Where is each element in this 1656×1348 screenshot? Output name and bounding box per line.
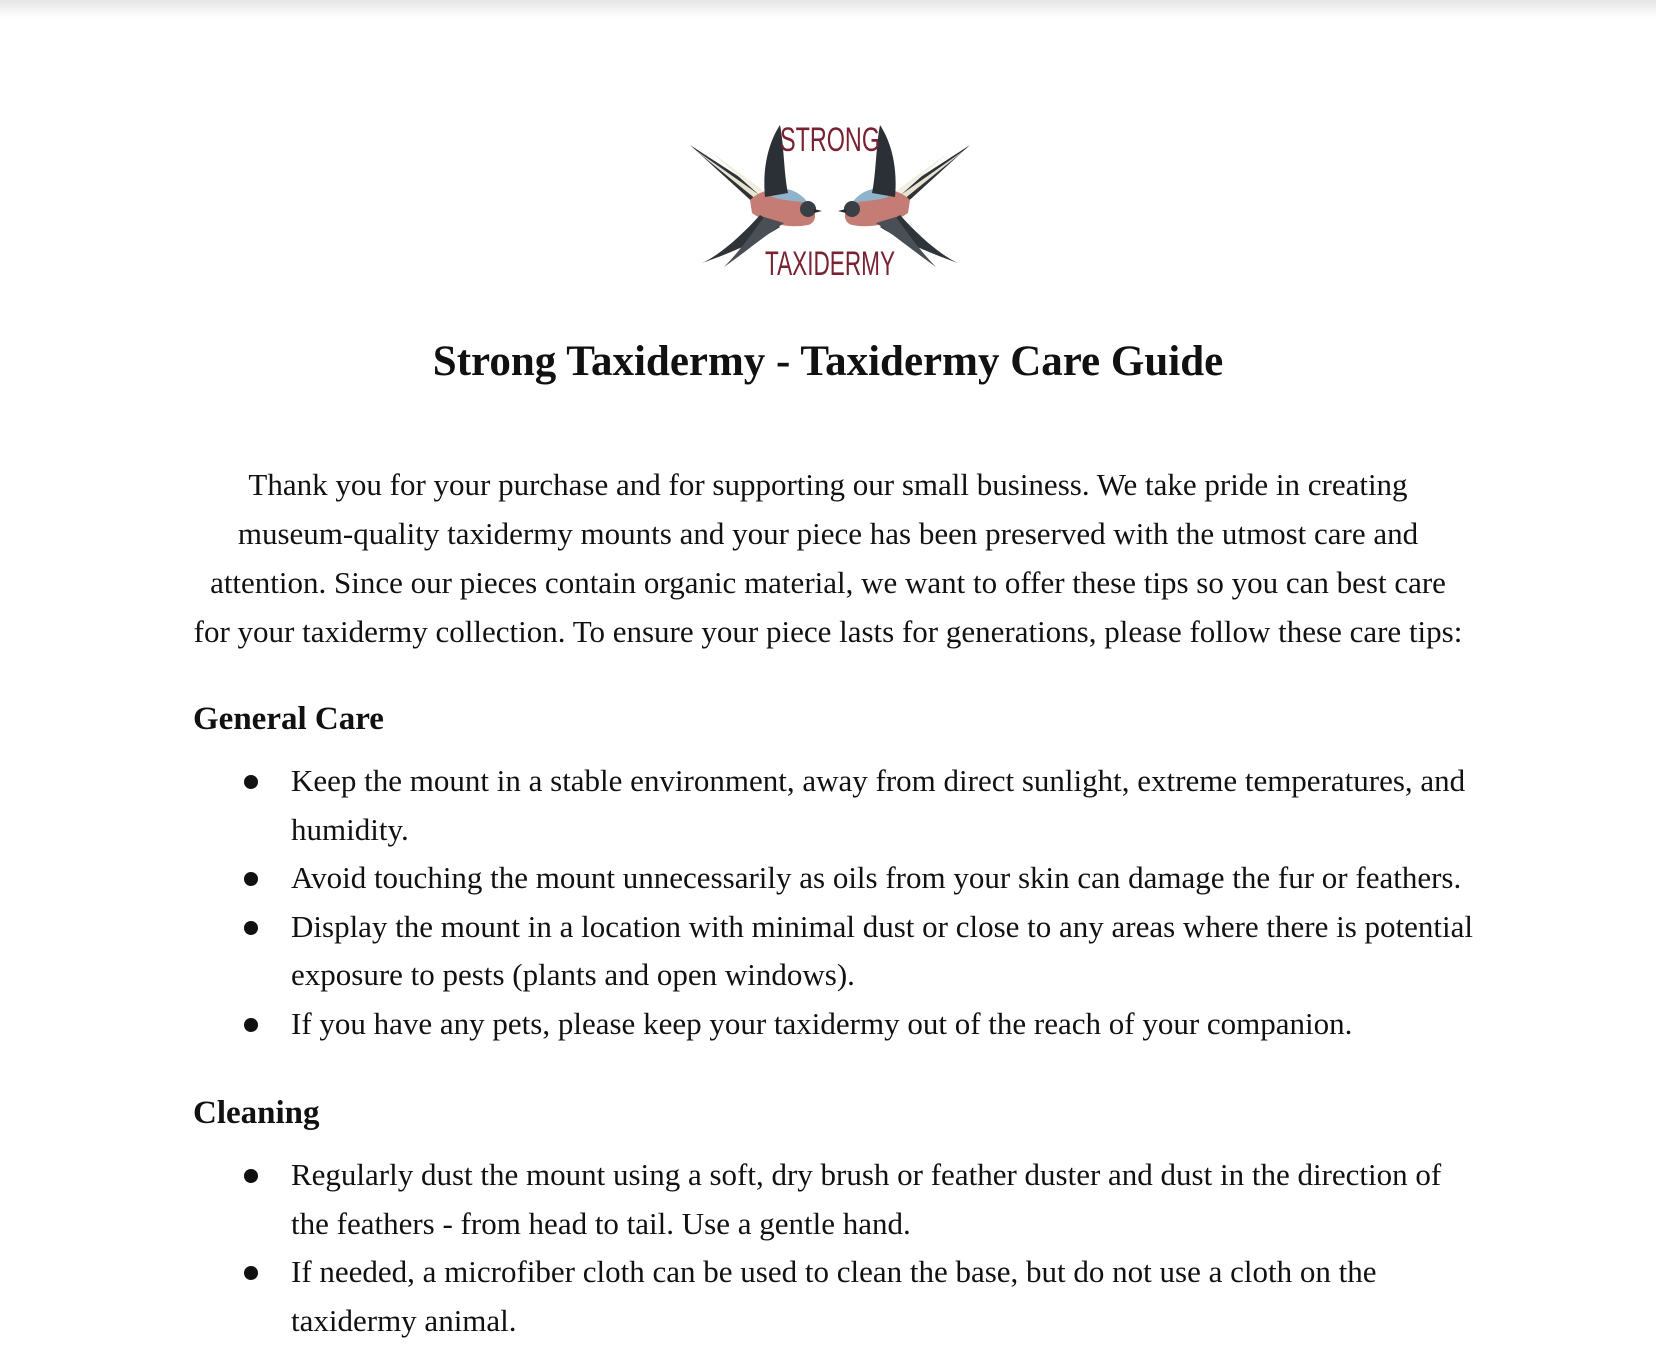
bullet-icon xyxy=(244,1018,258,1032)
bullet-icon xyxy=(244,1169,258,1183)
bullet-icon xyxy=(244,872,258,886)
list-item xyxy=(240,903,1480,1000)
list-item-text: Avoid touching the mount unnecessarily as oils from your skin can damage the fur or feathers. xyxy=(291,860,1462,895)
swallow-pair-logo-icon xyxy=(680,105,980,295)
section-heading-cleaning: Cleaning xyxy=(193,1095,320,1131)
bullet-icon xyxy=(244,775,258,789)
cleaning-list xyxy=(240,1151,1480,1345)
list-item-text: Display the mount in a location with minimal dust or close to any areas where there is potential exposure to pests (plants and open windows). xyxy=(291,908,1474,992)
list-item xyxy=(240,854,1480,903)
list-item xyxy=(240,1000,1480,1049)
logo-text-top: STRONG xyxy=(780,121,880,159)
page-top-shadow xyxy=(0,0,1656,18)
list-item-text: Keep the mount in a stable environment, away from direct sunlight, extreme temperatures, and humidity. xyxy=(291,763,1466,847)
section-heading-general-care: General Care xyxy=(193,701,384,737)
list-item xyxy=(240,1151,1480,1248)
logo-text-bottom: TAXIDERMY xyxy=(765,245,895,283)
bullet-icon xyxy=(244,1266,258,1280)
general-care-list xyxy=(240,757,1480,1048)
intro-paragraph: Thank you for your purchase and for supporting our small business. We take pride in creating museum-quality taxidermy mounts and your piece has been preserved with the utmost care and attention. Since our pieces contain organic material, we want to offer these tips so you can best care for your taxidermy collection. To ensure your piece lasts for generations, please follow these care tips: xyxy=(193,467,1463,649)
list-item xyxy=(240,1248,1480,1345)
list-item-text: If you have any pets, please keep your taxidermy out of the reach of your companion. xyxy=(291,1005,1353,1041)
list-item-text: Regularly dust the mount using a soft, dry brush or feather duster and dust in the direction of the feathers - from head to tail. Use a gentle hand. xyxy=(291,1157,1442,1241)
page-title: Strong Taxidermy - Taxidermy Care Guide xyxy=(432,338,1224,385)
bullet-icon xyxy=(244,921,258,935)
list-item xyxy=(240,757,1480,854)
list-item-text: If needed, a microfiber cloth can be used to clean the base, but do not use a cloth on the taxidermy animal. xyxy=(291,1254,1377,1338)
